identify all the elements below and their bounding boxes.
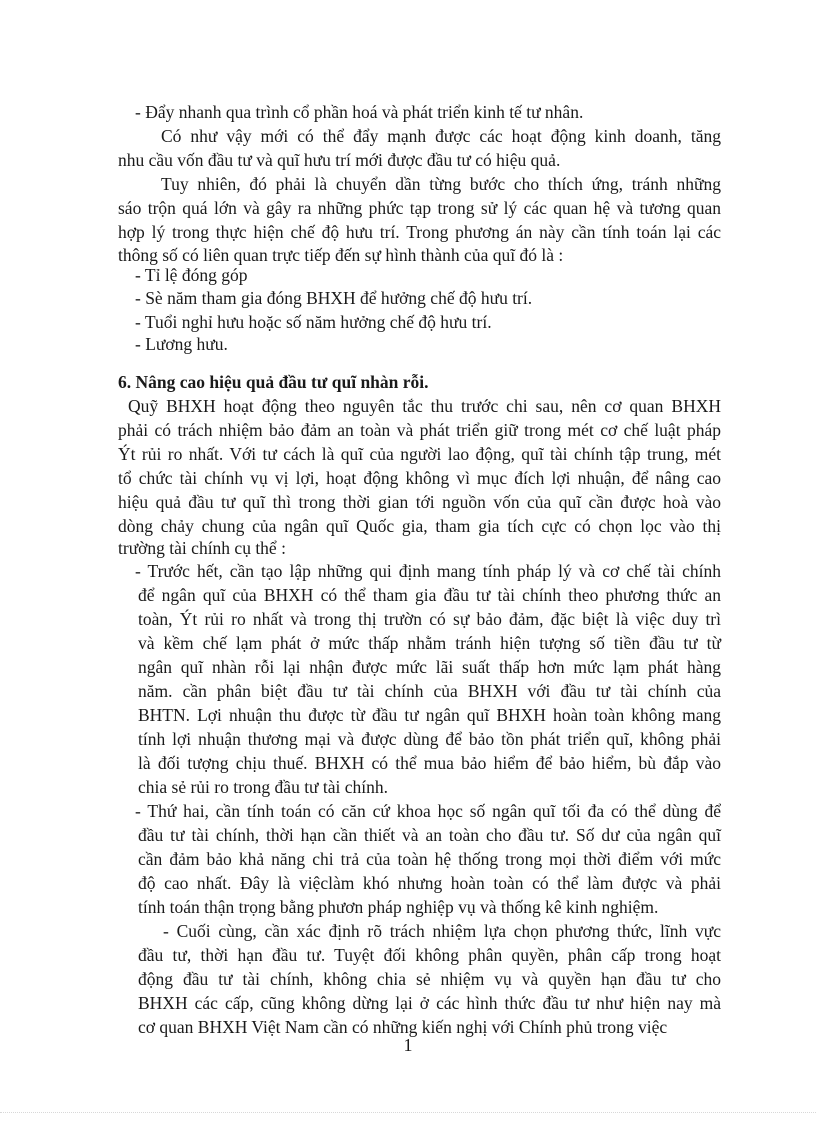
list-item: là đối tượng chịu thuế. BHXH có thể mua bảo hiểm để bảo hiểm, bù đắp vào [138, 753, 721, 773]
list-item: - Tuổi nghỉ hưu hoặc số năm hưởng chế độ hưu trí. [135, 312, 492, 332]
page-number: 1 [403, 1035, 413, 1055]
paragraph-line: trường tài chính cụ thể : [118, 538, 286, 558]
list-item: và kềm chế lạm phát ở mức thấp nhằm tránh hiện tượng số tiền đầu tư từ [138, 633, 721, 653]
list-item: toàn, Ýt rủi ro nhất và trong thị trườn có sự bảo đảm, đặc biệt là việc duy trì [138, 609, 721, 629]
paragraph-line: tổ chức tài chính vụ vị lợi, hoạt động không vì mục đích lợi nhuận, để nâng cao [118, 468, 721, 488]
list-item: để ngân quĩ của BHXH có thể tham gia đầu tư tài chính theo phương thức an [138, 585, 721, 605]
paragraph-line: dòng chảy chung của ngân quĩ Quốc gia, tham gia tích cực có chọn lọc vào thị [118, 516, 721, 536]
paragraph-line: hợp lý trong thực hiện chế độ hưu trí. Trong phương án này cần tính toán lại các [118, 222, 721, 242]
section-heading: 6. Nâng cao hiệu quả đầu tư quĩ nhàn rỗi. [118, 372, 429, 392]
list-item: đầu tư tài chính, thời hạn cần thiết và an toàn cho đầu tư. Số dư của ngân quĩ [138, 825, 721, 845]
list-item: đầu tư, thời hạn đầu tư. Tuyệt đối không phân quyền, phân cấp trong hoạt [138, 945, 721, 965]
bullet-line: - Đẩy nhanh qua trình cổ phần hoá và phát triển kinh tế tư nhân. [135, 102, 584, 122]
list-item: ngân quĩ nhàn rỗi lại nhận được mức lãi suất thấp hơn mức lạm phát hàng [138, 657, 721, 677]
list-item: tính lợi nhuận thương mại và được dùng để bảo tồn phát triển quĩ, không phải [138, 729, 721, 749]
page-bottom-divider [0, 1112, 816, 1113]
list-item: - Trước hết, cần tạo lập những qui định mang tính pháp lý và cơ chế tài chính [135, 561, 721, 581]
list-item: - Sè năm tham gia đóng BHXH để hưởng chế độ hưu trí. [135, 288, 533, 308]
paragraph-line: phải có trách nhiệm bảo đảm an toàn và phát triển giữ trong mét cơ chế luật pháp [118, 420, 721, 440]
paragraph-line: Quỹ BHXH hoạt động theo nguyên tắc thu trước chi sau, nên cơ quan BHXH [128, 396, 721, 416]
list-item: độ cao nhất. Đây là việclàm khó nhưng hoàn toàn có thể làm được và phải [138, 873, 721, 893]
paragraph-line: Tuy nhiên, đó phải là chuyển dần từng bước cho thích ứng, tránh những [161, 174, 721, 194]
paragraph-line: thông số có liên quan trực tiếp đến sự hình thành của quĩ đó là : [118, 245, 564, 265]
paragraph-line: hiệu quả đầu tư quĩ thì trong thời gian tới nguồn vốn của quĩ cần được hoà vào [118, 492, 721, 512]
paragraph-line: sáo trộn quá lớn và gây ra những phức tạp trong sử lý các quan hệ và tương quan [118, 198, 721, 218]
list-item: cơ quan BHXH Việt Nam cần có những kiến nghị với Chính phủ trong việc [138, 1017, 668, 1037]
list-item: động đầu tư tài chính, không chia sẻ nhiệm vụ và quyền hạn đầu tư cho [138, 969, 721, 989]
list-item: - Cuối cùng, cần xác định rõ trách nhiệm lựa chọn phương thức, lĩnh vực [163, 921, 721, 941]
paragraph-line: nhu cầu vốn đầu tư và quĩ hưu trí mới được đầu tư có hiệu quả. [118, 150, 561, 170]
list-item: - Lương hưu. [135, 334, 228, 354]
list-item: tính toán thận trọng bằng phươn pháp nghiệp vụ và thống kê kinh nghiệm. [138, 897, 659, 917]
list-item: cần đảm bảo khả năng chi trả của toàn hệ thống trong mọi thời điểm với mức [138, 849, 721, 869]
list-item: năm. cần phân biệt đầu tư tài chính của BHXH với đầu tư tài chính của [138, 681, 721, 701]
list-item: - Tỉ lệ đóng góp [135, 265, 248, 285]
list-item: - Thứ hai, cần tính toán có căn cứ khoa học số ngân quĩ tối đa có thể dùng để [135, 801, 721, 821]
list-item: BHTN. Lợi nhuận thu được từ đầu tư ngân quĩ BHXH hoàn toàn không mang [138, 705, 721, 725]
paragraph-line: Có như vậy mới có thể đẩy mạnh được các hoạt động kinh doanh, tăng [161, 126, 721, 146]
list-item: chia sẻ rủi ro trong đầu tư tài chính. [138, 777, 389, 797]
paragraph-line: Ýt rủi ro nhất. Với tư cách là quĩ của người lao động, quĩ tài chính tập trung, mét [118, 444, 721, 464]
list-item: BHXH các cấp, cũng không dừng lại ở các hình thức đầu tư như hiện nay mà [138, 993, 721, 1013]
